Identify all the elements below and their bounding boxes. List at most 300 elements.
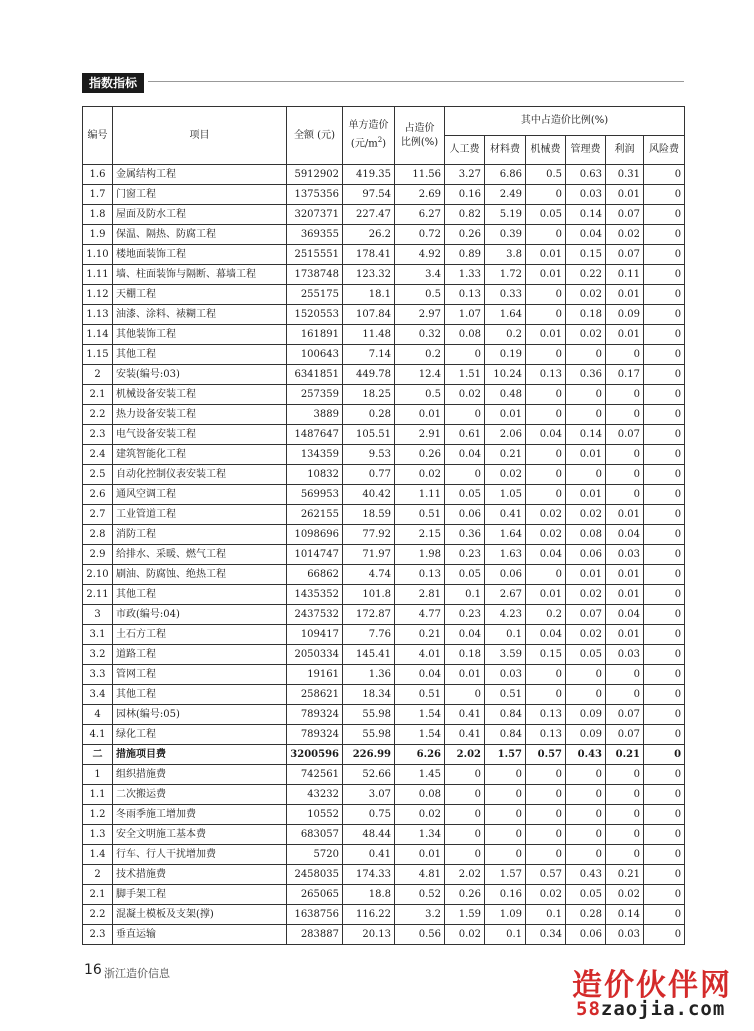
cell-profit: 0	[606, 445, 644, 465]
cell-amount: 1520553	[287, 305, 343, 325]
cell-labor: 0	[445, 825, 485, 845]
cell-item: 机械设备安装工程	[113, 385, 287, 405]
cell-labor: 2.02	[445, 865, 485, 885]
cell-amount: 109417	[287, 625, 343, 645]
table-row	[83, 185, 685, 205]
cell-profit: 0.07	[606, 245, 644, 265]
cell-risk: 0	[644, 925, 685, 945]
cell-machine: 0.04	[526, 425, 566, 445]
cell-unit: 123.32	[343, 265, 395, 285]
cell-code: 1.15	[83, 345, 113, 365]
cell-amount: 369355	[287, 225, 343, 245]
cell-ratio: 0.72	[395, 225, 445, 245]
table-row	[83, 505, 685, 525]
cell-code: 1.10	[83, 245, 113, 265]
cell-machine: 0	[526, 465, 566, 485]
cell-labor: 0.23	[445, 545, 485, 565]
cell-material: 0	[485, 845, 526, 865]
cell-amount: 265065	[287, 885, 343, 905]
cell-ratio: 0.56	[395, 925, 445, 945]
cell-management: 0.28	[566, 905, 606, 925]
cell-profit: 0.03	[606, 925, 644, 945]
cell-unit: 0.41	[343, 845, 395, 865]
cell-risk: 0	[644, 505, 685, 525]
cell-item: 门窗工程	[113, 185, 287, 205]
cell-machine: 0.57	[526, 865, 566, 885]
table-row	[83, 425, 685, 445]
cell-code: 3.4	[83, 685, 113, 705]
cell-amount: 1375356	[287, 185, 343, 205]
cell-code: 2.2	[83, 405, 113, 425]
cell-risk: 0	[644, 345, 685, 365]
cell-item: 土石方工程	[113, 625, 287, 645]
cell-code: 3.3	[83, 665, 113, 685]
page-number: 16	[84, 962, 102, 978]
cell-machine: 0	[526, 665, 566, 685]
cell-item: 道路工程	[113, 645, 287, 665]
cell-management: 0.06	[566, 545, 606, 565]
cell-amount: 255175	[287, 285, 343, 305]
cell-unit: 116.22	[343, 905, 395, 925]
cell-labor: 0.08	[445, 325, 485, 345]
header-risk: 风险费	[644, 136, 685, 165]
cell-profit: 0.31	[606, 165, 644, 185]
cell-machine: 0.1	[526, 905, 566, 925]
cell-code: 4	[83, 705, 113, 725]
cell-machine: 0.01	[526, 245, 566, 265]
cell-material: 2.49	[485, 185, 526, 205]
cell-labor: 0.23	[445, 605, 485, 625]
table-row	[83, 345, 685, 365]
cell-item: 绿化工程	[113, 725, 287, 745]
cell-unit: 18.34	[343, 685, 395, 705]
cell-profit: 0	[606, 665, 644, 685]
cell-unit: 0.75	[343, 805, 395, 825]
cell-labor: 0	[445, 405, 485, 425]
table-row	[83, 885, 685, 905]
cell-material: 0.21	[485, 445, 526, 465]
cell-ratio: 0.02	[395, 805, 445, 825]
cell-unit: 18.25	[343, 385, 395, 405]
cell-material: 10.24	[485, 365, 526, 385]
cell-item: 自动化控制仪表安装工程	[113, 465, 287, 485]
cell-machine: 0.57	[526, 745, 566, 765]
header-ratio-line2: 比例(%)	[400, 136, 439, 148]
cell-labor: 0	[445, 785, 485, 805]
cell-profit: 0.01	[606, 585, 644, 605]
cell-unit: 97.54	[343, 185, 395, 205]
cell-material: 0.2	[485, 325, 526, 345]
cell-management: 0.02	[566, 285, 606, 305]
cell-amount: 1738748	[287, 265, 343, 285]
cell-profit: 0.07	[606, 205, 644, 225]
cell-item: 给排水、采暖、燃气工程	[113, 545, 287, 565]
cell-risk: 0	[644, 905, 685, 925]
table-row	[83, 225, 685, 245]
cell-risk: 0	[644, 865, 685, 885]
section-tag: 指数指标	[82, 73, 144, 93]
cell-ratio: 0.52	[395, 885, 445, 905]
cell-item: 工业管道工程	[113, 505, 287, 525]
cell-labor: 0	[445, 465, 485, 485]
cell-management: 0.22	[566, 265, 606, 285]
table-row	[83, 825, 685, 845]
cell-material: 4.23	[485, 605, 526, 625]
cell-management: 0.36	[566, 365, 606, 385]
cell-material: 6.86	[485, 165, 526, 185]
cell-ratio: 12.4	[395, 365, 445, 385]
section-rule	[148, 81, 684, 82]
cell-unit: 20.13	[343, 925, 395, 945]
cell-profit: 0.07	[606, 725, 644, 745]
cell-unit: 55.98	[343, 725, 395, 745]
cell-risk: 0	[644, 665, 685, 685]
table-row	[83, 325, 685, 345]
cell-code: 3.1	[83, 625, 113, 645]
cell-material: 0.02	[485, 465, 526, 485]
cell-ratio: 0.26	[395, 445, 445, 465]
cell-amount: 1435352	[287, 585, 343, 605]
cell-profit: 0.04	[606, 605, 644, 625]
cell-labor: 1.33	[445, 265, 485, 285]
header-labor: 人工费	[445, 136, 485, 165]
cell-management: 0.09	[566, 725, 606, 745]
watermark-brand: 造价伙伴网	[572, 968, 732, 1003]
cell-item: 墙、柱面装饰与隔断、幕墙工程	[113, 265, 287, 285]
cell-amount: 1014747	[287, 545, 343, 565]
cell-code: 3	[83, 605, 113, 625]
table-row	[83, 685, 685, 705]
cell-item: 垂直运输	[113, 925, 287, 945]
cell-unit: 227.47	[343, 205, 395, 225]
header-unit-cost-close: )	[382, 138, 387, 150]
cell-profit: 0	[606, 485, 644, 505]
table-row	[83, 305, 685, 325]
cell-unit: 107.84	[343, 305, 395, 325]
header-code: 编号	[83, 107, 113, 165]
cell-management: 0	[566, 765, 606, 785]
cell-ratio: 0.5	[395, 285, 445, 305]
cell-risk: 0	[644, 225, 685, 245]
cell-risk: 0	[644, 305, 685, 325]
cell-labor: 0.26	[445, 225, 485, 245]
cell-management: 0.02	[566, 325, 606, 345]
cell-labor: 0.82	[445, 205, 485, 225]
cell-ratio: 1.45	[395, 765, 445, 785]
cell-risk: 0	[644, 825, 685, 845]
cell-risk: 0	[644, 645, 685, 665]
cell-ratio: 4.81	[395, 865, 445, 885]
cell-ratio: 2.81	[395, 585, 445, 605]
cell-unit: 77.92	[343, 525, 395, 545]
cell-machine: 0.5	[526, 165, 566, 185]
cell-labor: 0.18	[445, 645, 485, 665]
cell-management: 0.06	[566, 925, 606, 945]
cell-management: 0	[566, 685, 606, 705]
cell-management: 0.43	[566, 865, 606, 885]
cell-unit: 0.28	[343, 405, 395, 425]
cell-unit: 55.98	[343, 705, 395, 725]
cell-machine: 0.01	[526, 585, 566, 605]
cell-risk: 0	[644, 785, 685, 805]
cell-material: 0.39	[485, 225, 526, 245]
cell-item: 其他工程	[113, 345, 287, 365]
cell-ratio: 2.69	[395, 185, 445, 205]
cell-profit: 0	[606, 765, 644, 785]
cell-material: 0.48	[485, 385, 526, 405]
cell-item: 其他工程	[113, 685, 287, 705]
cell-ratio: 11.56	[395, 165, 445, 185]
cell-management: 0.07	[566, 605, 606, 625]
header-amount: 全额 (元)	[287, 107, 343, 165]
cell-code: 1.14	[83, 325, 113, 345]
cell-labor: 0.16	[445, 185, 485, 205]
cell-material: 0.16	[485, 885, 526, 905]
cell-management: 0	[566, 785, 606, 805]
cell-item: 天棚工程	[113, 285, 287, 305]
cell-item: 市政(编号:04)	[113, 605, 287, 625]
cell-amount: 257359	[287, 385, 343, 405]
cell-material: 0	[485, 805, 526, 825]
cell-ratio: 0.08	[395, 785, 445, 805]
header-management: 管理费	[566, 136, 606, 165]
cell-ratio: 0.01	[395, 845, 445, 865]
cell-machine: 0	[526, 845, 566, 865]
cell-unit: 18.59	[343, 505, 395, 525]
cell-item: 园林(编号:05)	[113, 705, 287, 725]
cell-profit: 0	[606, 785, 644, 805]
cell-profit: 0.01	[606, 185, 644, 205]
header-breakdown: 其中占造价比例(%)	[445, 107, 685, 136]
cell-machine: 0.05	[526, 205, 566, 225]
cell-machine: 0	[526, 825, 566, 845]
cell-profit: 0.03	[606, 545, 644, 565]
cell-unit: 11.48	[343, 325, 395, 345]
cell-code: 1.8	[83, 205, 113, 225]
cell-material: 0.01	[485, 405, 526, 425]
cell-risk: 0	[644, 465, 685, 485]
header-unit-cost-sup: 2	[377, 136, 383, 145]
cell-amount: 569953	[287, 485, 343, 505]
cell-risk: 0	[644, 705, 685, 725]
cell-ratio: 0.32	[395, 325, 445, 345]
cell-code: 1.2	[83, 805, 113, 825]
cell-code: 2.4	[83, 445, 113, 465]
cell-amount: 6341851	[287, 365, 343, 385]
cell-material: 0	[485, 825, 526, 845]
cell-management: 0	[566, 405, 606, 425]
cell-labor: 0.1	[445, 585, 485, 605]
cell-ratio: 1.11	[395, 485, 445, 505]
cell-risk: 0	[644, 165, 685, 185]
cell-code: 2.8	[83, 525, 113, 545]
cell-machine: 0	[526, 405, 566, 425]
cell-management: 0.43	[566, 745, 606, 765]
cell-item: 电气设备安装工程	[113, 425, 287, 445]
cell-item: 其他装饰工程	[113, 325, 287, 345]
cell-machine: 0.02	[526, 525, 566, 545]
cell-labor: 0.01	[445, 665, 485, 685]
cell-machine: 0.02	[526, 505, 566, 525]
table-row	[83, 385, 685, 405]
cell-labor: 0	[445, 805, 485, 825]
cell-risk: 0	[644, 525, 685, 545]
cell-machine: 0.15	[526, 645, 566, 665]
cell-risk: 0	[644, 565, 685, 585]
cell-labor: 0.05	[445, 485, 485, 505]
cell-material: 2.67	[485, 585, 526, 605]
cell-management: 0.63	[566, 165, 606, 185]
cell-management: 0	[566, 845, 606, 865]
cell-profit: 0	[606, 405, 644, 425]
header-unit-cost-line2: (元/m	[350, 138, 378, 150]
cell-code: 2.11	[83, 585, 113, 605]
cell-amount: 3889	[287, 405, 343, 425]
cell-labor: 0.02	[445, 385, 485, 405]
cell-profit: 0.01	[606, 285, 644, 305]
cell-profit: 0.07	[606, 705, 644, 725]
cell-labor: 1.07	[445, 305, 485, 325]
cell-risk: 0	[644, 325, 685, 345]
cell-machine: 0	[526, 805, 566, 825]
cell-labor: 0.61	[445, 425, 485, 445]
cell-item: 混凝土模板及支架(撑)	[113, 905, 287, 925]
cell-profit: 0.02	[606, 225, 644, 245]
cell-management: 0.15	[566, 245, 606, 265]
header-ratio	[395, 107, 445, 165]
cell-unit: 71.97	[343, 545, 395, 565]
cell-code: 2.2	[83, 905, 113, 925]
cell-labor: 0	[445, 845, 485, 865]
cell-ratio: 6.27	[395, 205, 445, 225]
cell-material: 0.06	[485, 565, 526, 585]
cell-code: 1.11	[83, 265, 113, 285]
cell-amount: 1098696	[287, 525, 343, 545]
cell-unit: 0.77	[343, 465, 395, 485]
table-row	[83, 565, 685, 585]
cell-ratio: 0.51	[395, 685, 445, 705]
cell-profit: 0.02	[606, 885, 644, 905]
cell-unit: 174.33	[343, 865, 395, 885]
cell-material: 1.64	[485, 305, 526, 325]
cell-material: 1.63	[485, 545, 526, 565]
cell-material: 0.03	[485, 665, 526, 685]
cell-profit: 0.07	[606, 425, 644, 445]
cell-labor: 1.59	[445, 905, 485, 925]
watermark-url-rest: zaojia.com	[600, 998, 726, 1020]
cell-unit: 18.8	[343, 885, 395, 905]
cell-item: 冬雨季施工增加费	[113, 805, 287, 825]
cell-management: 0	[566, 465, 606, 485]
cell-management: 0.02	[566, 505, 606, 525]
cell-management: 0	[566, 385, 606, 405]
cell-code: 1.6	[83, 165, 113, 185]
cell-amount: 10832	[287, 465, 343, 485]
cell-management: 0	[566, 345, 606, 365]
cell-ratio: 3.2	[395, 905, 445, 925]
cell-machine: 0	[526, 185, 566, 205]
cell-management: 0.02	[566, 625, 606, 645]
cell-item: 刷油、防腐蚀、绝热工程	[113, 565, 287, 585]
cell-machine: 0.01	[526, 265, 566, 285]
cell-material: 0	[485, 765, 526, 785]
table-row	[83, 745, 685, 765]
cell-item: 行车、行人干扰增加费	[113, 845, 287, 865]
cell-machine: 0	[526, 765, 566, 785]
cell-code: 3.2	[83, 645, 113, 665]
cell-risk: 0	[644, 205, 685, 225]
cell-unit: 48.44	[343, 825, 395, 845]
cell-machine: 0.02	[526, 885, 566, 905]
cell-item: 热力设备安装工程	[113, 405, 287, 425]
cell-amount: 742561	[287, 765, 343, 785]
cell-labor: 1.51	[445, 365, 485, 385]
cell-profit: 0.21	[606, 745, 644, 765]
cell-material: 1.72	[485, 265, 526, 285]
cell-profit: 0.01	[606, 625, 644, 645]
cell-management: 0.04	[566, 225, 606, 245]
cell-code: 二	[83, 745, 113, 765]
table-row	[83, 605, 685, 625]
cell-profit: 0.01	[606, 325, 644, 345]
table-row	[83, 365, 685, 385]
cell-unit: 178.41	[343, 245, 395, 265]
cell-machine: 0	[526, 785, 566, 805]
cell-machine: 0	[526, 345, 566, 365]
cell-item: 安全文明施工基本费	[113, 825, 287, 845]
cell-code: 2.1	[83, 385, 113, 405]
cell-unit: 18.1	[343, 285, 395, 305]
cell-item: 措施项目费	[113, 745, 287, 765]
cell-risk: 0	[644, 365, 685, 385]
cell-labor: 0.89	[445, 245, 485, 265]
cell-amount: 66862	[287, 565, 343, 585]
cell-amount: 3207371	[287, 205, 343, 225]
table-row	[83, 925, 685, 945]
cell-management: 0.09	[566, 705, 606, 725]
cell-profit: 0.09	[606, 305, 644, 325]
cell-risk: 0	[644, 485, 685, 505]
cell-item: 保温、隔热、防腐工程	[113, 225, 287, 245]
cell-profit: 0	[606, 685, 644, 705]
cell-management: 0	[566, 825, 606, 845]
cell-labor: 3.27	[445, 165, 485, 185]
cell-material: 0.19	[485, 345, 526, 365]
cell-ratio: 0.2	[395, 345, 445, 365]
cell-unit: 4.74	[343, 565, 395, 585]
cell-profit: 0.11	[606, 265, 644, 285]
cell-risk: 0	[644, 285, 685, 305]
cell-amount: 2050334	[287, 645, 343, 665]
cell-ratio: 0.13	[395, 565, 445, 585]
cell-ratio: 0.21	[395, 625, 445, 645]
cell-machine: 0.13	[526, 365, 566, 385]
cell-risk: 0	[644, 805, 685, 825]
cell-item: 管网工程	[113, 665, 287, 685]
cell-item: 消防工程	[113, 525, 287, 545]
cell-unit: 449.78	[343, 365, 395, 385]
cell-unit: 172.87	[343, 605, 395, 625]
table-row	[83, 485, 685, 505]
table-row	[83, 265, 685, 285]
cell-material: 0.41	[485, 505, 526, 525]
cell-item: 屋面及防水工程	[113, 205, 287, 225]
cell-material: 0.33	[485, 285, 526, 305]
cell-risk: 0	[644, 585, 685, 605]
cell-unit: 7.14	[343, 345, 395, 365]
cell-management: 0.05	[566, 645, 606, 665]
cell-unit: 40.42	[343, 485, 395, 505]
